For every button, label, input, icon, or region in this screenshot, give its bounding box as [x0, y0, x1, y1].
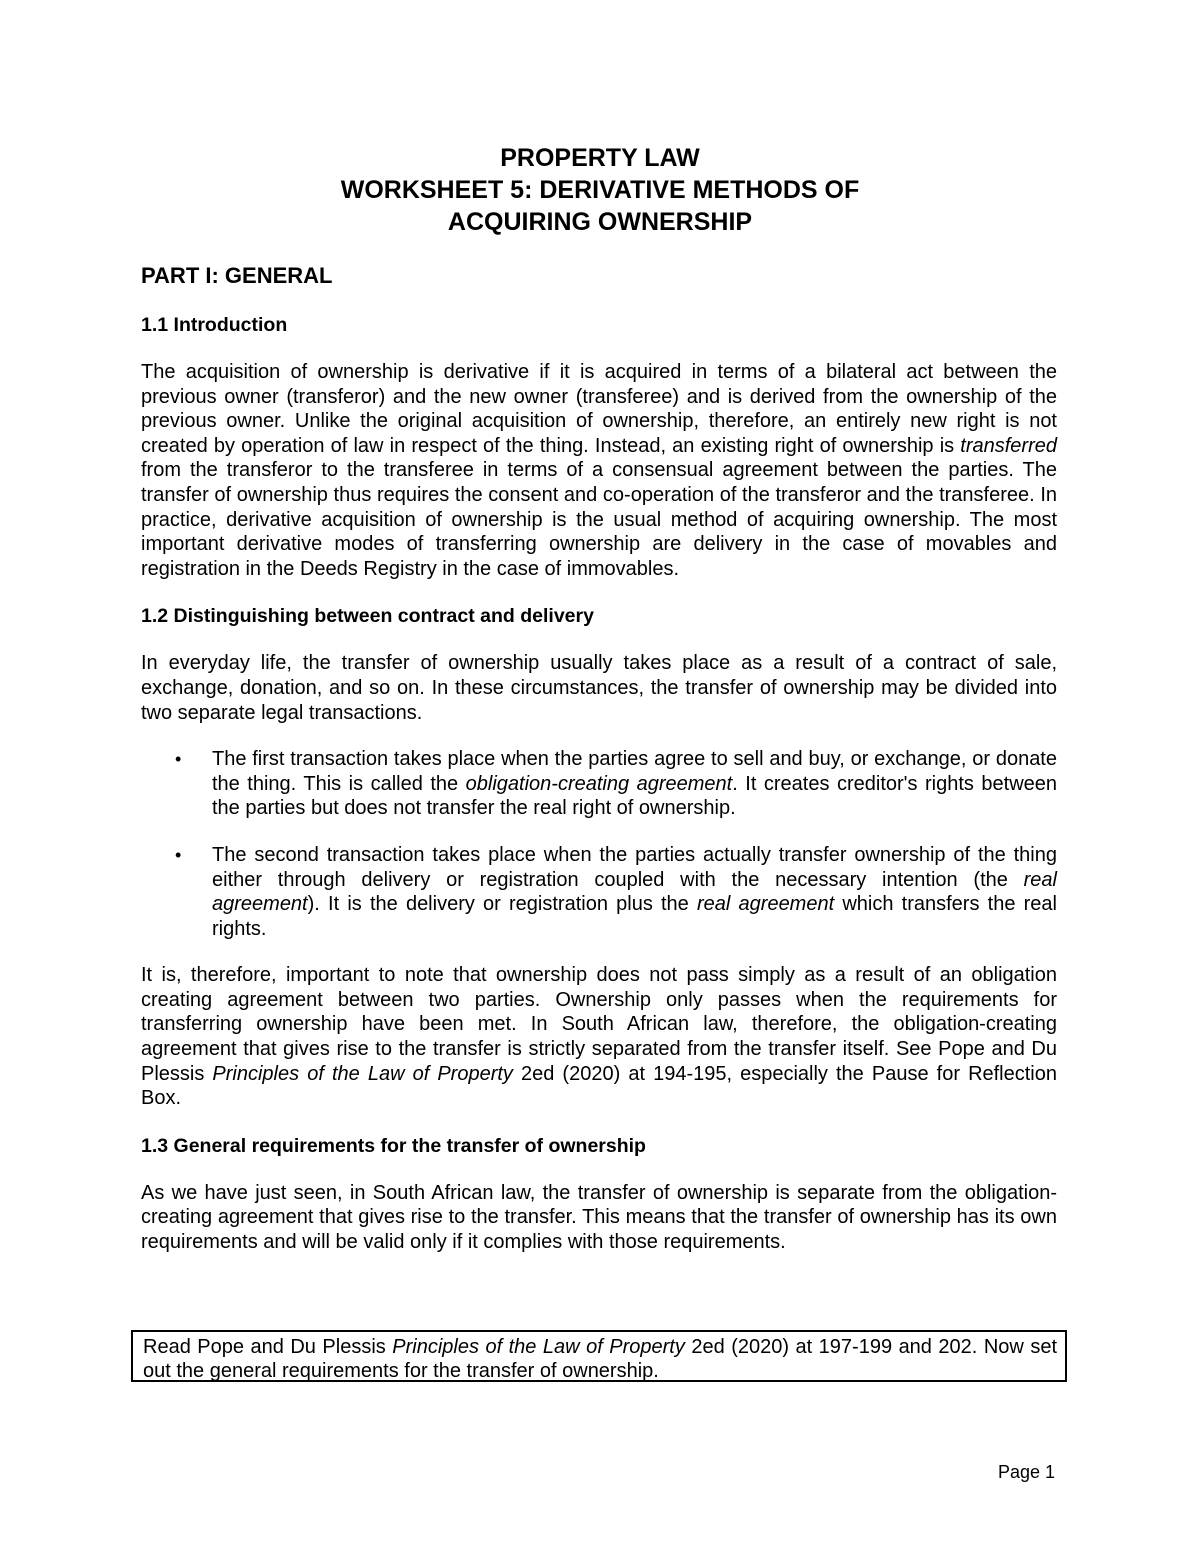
text-span: . It creates creditor's rights between the parties but does not transfer the real right of ownership.	[212, 772, 1058, 820]
text-span: The acquisition of ownership is derivative if it is acquired in terms of a bilateral act between the previous owner (transferor) and the new owner (transferee) and is derived from the ownership of the previous owner. Unlike the original acquisition of ownership, therefore, an entirely new right is not created by operation of law in respect of the thing. Instead, an existing right of ownership is	[141, 361, 1057, 457]
text-span: ). It is the delivery or registration plus the	[307, 893, 697, 916]
emphasis-text: real agreement	[697, 893, 835, 916]
book-title: Principles of the Law of Property	[212, 1062, 513, 1085]
section-1-2-closing	[141, 963, 1057, 1111]
section-1-3-heading: 1.3 General requirements for the transfer of ownership	[141, 1134, 646, 1157]
bullet-icon: •	[175, 844, 182, 865]
emphasis-text: transferred	[960, 434, 1057, 457]
title-line-2: WORKSHEET 5: DERIVATIVE METHODS OF	[340, 176, 860, 204]
emphasis-text: real agreement	[212, 868, 1057, 916]
text-span: It is, therefore, important to note that ownership does not pass simply as a result of an obligation creating agreement between two parties. Ownership only passes when the requirements for transferring ownership have been met. In South African law, therefore, the obligation-creating agreement that gives rise to the transfer is strictly separated from the transfer itself. See Pope and Du Plessis	[141, 964, 1057, 1085]
text-span: Read Pope and Du Plessis	[143, 1336, 393, 1358]
page-number: Page 1	[997, 1462, 1055, 1482]
document-body	[141, 262, 1057, 1277]
bullet-list	[141, 747, 1057, 941]
document-title	[0, 142, 1200, 238]
list-item	[141, 843, 1057, 941]
title-line-1: PROPERTY LAW	[500, 144, 700, 172]
text-span: from the transferor to the transferee in terms of a consensual agreement between the parties. The transfer of ownership thus requires the consent and co-operation of the transferor and the transferee. In practice, derivative acquisition of ownership is the usual method of acquiring ownership. The most important derivative modes of transferring ownership are delivery in the case of movables and registration in the Deeds Registry in the case of immovables.	[141, 459, 1057, 580]
section-1-1-heading: 1.1 Introduction	[141, 314, 288, 336]
text-span: 2ed (2020) at 194-195, especially the Pause for Reflection Box.	[141, 1062, 1057, 1110]
task-box	[131, 1330, 1067, 1382]
part-heading: PART I: GENERAL	[141, 263, 333, 288]
section-1-1-paragraph	[141, 360, 1057, 581]
bullet-icon: •	[175, 749, 182, 770]
book-title: Principles of the Law of Property	[392, 1336, 685, 1358]
title-line-3: ACQUIRING OWNERSHIP	[447, 208, 753, 236]
section-1-3-paragraph: As we have just seen, in South African law, the transfer of ownership is separate from the obligation-creating agreement that gives rise to the transfer. This means that the transfer of ownership has its own requirements and will be valid only if it complies with those requirements.	[141, 1181, 1057, 1254]
text-span: which transfers the real rights.	[212, 893, 1057, 940]
emphasis-text: obligation-creating agreement	[465, 772, 733, 795]
section-1-2-intro: In everyday life, the transfer of ownership usually takes place as a result of a contract of sale, exchange, donation, and so on. In these circumstances, the transfer of ownership may be divided into two separate legal transactions.	[141, 652, 1057, 724]
text-span: The first transaction takes place when the parties agree to sell and buy, or exchange, or donate the thing. This is called the	[212, 748, 1057, 795]
text-span: The second transaction takes place when the parties actually transfer ownership of the thing either through delivery or registration coupled with the necessary intention (the	[212, 843, 1057, 891]
list-item	[141, 747, 1057, 821]
text-span: 2ed (2020) at 197-199 and 202. Now set out the general requirements for the transfer of ownership.	[143, 1336, 1058, 1382]
section-1-2-heading: 1.2 Distinguishing between contract and delivery	[141, 605, 594, 628]
